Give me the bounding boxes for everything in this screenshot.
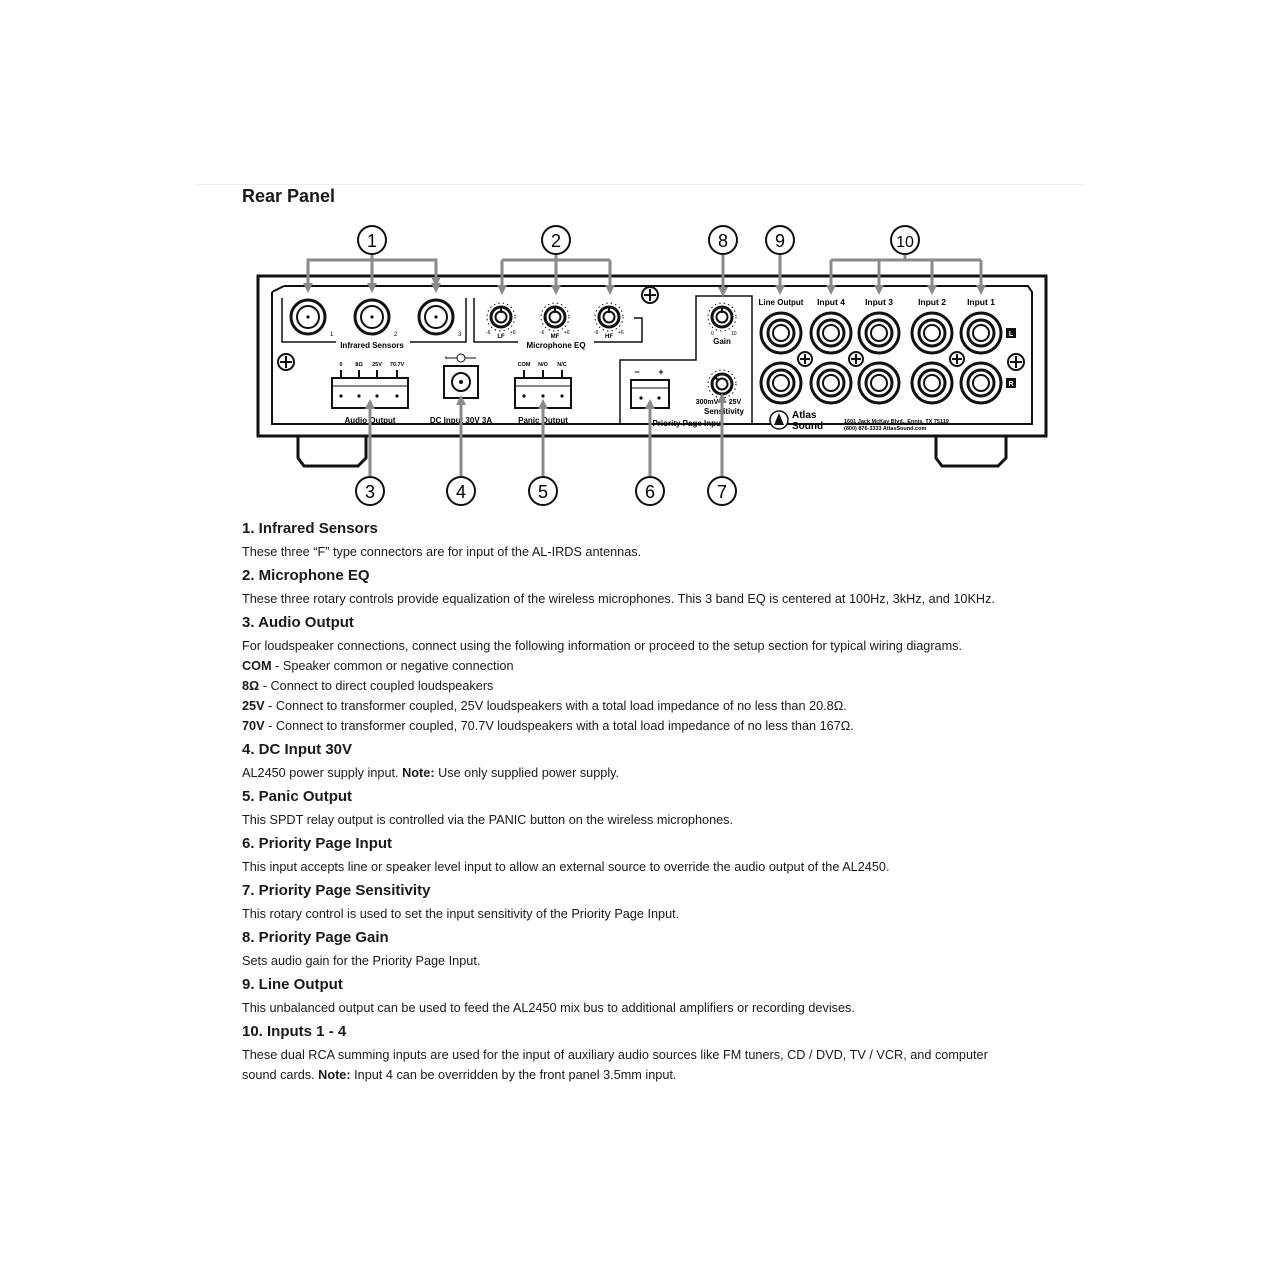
section-line [242, 951, 1062, 971]
svg-text:8Ω: 8Ω [355, 362, 363, 368]
svg-text:8: 8 [717, 231, 729, 251]
section-line [242, 696, 1062, 716]
terminal-block-icon [631, 380, 669, 408]
section-line [242, 998, 1062, 1018]
svg-text:COM: COM [517, 362, 531, 368]
section [242, 834, 1062, 877]
text-run: For loudspeaker connections, connect using the following information or proceed to the setup section for typical wiring diagrams. [242, 639, 963, 653]
ir-num: 1 [330, 332, 334, 338]
address-line: (800) 876-3333 AtlasSound.com [844, 426, 927, 432]
descriptions [242, 519, 1062, 1089]
callout-6 [636, 477, 664, 505]
section-line [242, 1045, 1062, 1065]
input-1-label: Input 1 [967, 297, 995, 307]
screw-icon [849, 352, 863, 366]
text-run: sound cards. [242, 1068, 319, 1082]
section-line [242, 636, 1062, 656]
input-3-label: Input 3 [865, 297, 893, 307]
section [242, 740, 1062, 783]
section-line [242, 763, 1062, 783]
sensitivity-label: Sensitivity [703, 407, 745, 416]
callout-8 [709, 226, 737, 254]
svg-text:0: 0 [339, 362, 343, 368]
text-run: These three “F” type connectors are for input of the AL-IRDS antennas. [242, 545, 642, 559]
line-output-label: Line Output [758, 298, 804, 307]
bold-term: 70V [242, 719, 265, 733]
svg-text:4: 4 [455, 482, 467, 502]
priority-page-input-label: Priority Page Input [652, 419, 724, 428]
right-channel-label: R [1008, 381, 1014, 388]
svg-text:Sound: Sound [792, 421, 824, 432]
terminal-block-icon [332, 378, 408, 408]
section-title: 5. Panic Output [242, 788, 353, 805]
section-title: 3. Audio Output [242, 614, 354, 631]
page-title: Rear Panel [242, 186, 336, 206]
section-line [242, 716, 1062, 736]
right-foot [936, 436, 1006, 466]
eq-min: -6 [540, 330, 545, 336]
text-run: - Connect to transformer coupled, 70.7V loudspeakers with a total load impedance of no less than 167Ω. [264, 719, 854, 733]
svg-text:Atlas: Atlas [792, 410, 817, 421]
callout-3 [356, 477, 384, 505]
text-run: This rotary control is used to set the input sensitivity of the Priority Page Input. [242, 907, 680, 921]
svg-text:N/C: N/C [557, 362, 567, 368]
svg-text:10: 10 [896, 234, 914, 251]
dc-input-label: DC Input 30V 3A [429, 416, 493, 425]
left-channel-label: L [1008, 331, 1014, 338]
section-title: 4. DC Input 30V [242, 741, 353, 758]
callout-5 [529, 477, 557, 505]
section-title: 6. Priority Page Input [242, 835, 393, 852]
input-4-label: Input 4 [817, 297, 845, 307]
section-line [242, 810, 1062, 830]
section-line [242, 656, 1062, 676]
rca-jack-icon [961, 313, 1001, 353]
section-title: 9. Line Output [242, 976, 343, 993]
callout-10 [891, 226, 919, 254]
address-line: 1601 Jack McKay Blvd., Ennis, TX 75119 [844, 419, 949, 425]
eq-min: -6 [594, 330, 599, 336]
svg-text:25V: 25V [372, 362, 382, 368]
input-2-label: Input 2 [918, 297, 946, 307]
infrared-sensors-label: Infrared Sensors [340, 341, 404, 350]
f-connector-icon [419, 300, 453, 334]
bold-term: Note: [318, 1068, 351, 1082]
rca-jack-icon [912, 363, 952, 403]
rca-jack-icon [761, 313, 801, 353]
screw-icon [278, 354, 294, 370]
section-title: 2. Microphone EQ [242, 567, 370, 584]
bold-term: Note: [402, 766, 435, 780]
screw-icon [798, 352, 812, 366]
svg-text:+: + [658, 367, 664, 377]
section-title: 8. Priority Page Gain [242, 929, 389, 946]
callout-2 [542, 226, 570, 254]
svg-text:3: 3 [364, 482, 376, 502]
section-line [242, 857, 1062, 877]
eq-band-mf: MF [550, 334, 560, 340]
text-run: Use only supplied power supply. [434, 766, 620, 780]
svg-text:9: 9 [774, 231, 786, 251]
screw-icon [950, 352, 964, 366]
section-line [242, 904, 1062, 924]
section-line [242, 676, 1062, 696]
text-run: These three rotary controls provide equalization of the wireless microphones. This 3 band EQ is centered at 100Hz, 3kHz, and 10KHz. [242, 592, 995, 606]
left-foot [298, 436, 366, 466]
minus-sign: − [472, 355, 477, 362]
section-line [242, 542, 1062, 562]
section [242, 975, 1062, 1018]
svg-text:6: 6 [644, 482, 656, 502]
callout-9 [766, 226, 794, 254]
f-connector-icon [291, 300, 325, 334]
ir-num: 3 [458, 332, 462, 338]
infrared-sensors-group [282, 298, 466, 350]
text-run: Sets audio gain for the Priority Page Input. [242, 954, 481, 968]
svg-text:7: 7 [716, 482, 728, 502]
callout-4 [447, 477, 475, 505]
text-run: AL2450 power supply input. [242, 766, 403, 780]
section [242, 613, 1062, 736]
text-run: - Connect to transformer coupled, 25V loudspeakers with a total load impedance of no less than 20.8Ω. [264, 699, 847, 713]
bold-term: 8Ω [242, 679, 260, 693]
section [242, 787, 1062, 830]
ir-num: 2 [394, 332, 398, 338]
eq-max: +6 [618, 330, 624, 336]
text-run: This SPDT relay output is controlled via the PANIC button on the wireless microphones. [242, 813, 734, 827]
section [242, 519, 1062, 562]
plus-sign: + [444, 355, 449, 362]
bold-term: 25V [242, 699, 265, 713]
svg-text:300mV: 300mV [695, 399, 719, 406]
rca-jack-icon [859, 313, 899, 353]
text-run: Input 4 can be overridden by the front panel 3.5mm input. [350, 1068, 677, 1082]
callout-1 [358, 226, 386, 254]
eq-max: +6 [510, 330, 516, 336]
svg-text:N/O: N/O [538, 362, 548, 368]
svg-text:−: − [634, 367, 640, 377]
eq-band-hf: HF [605, 334, 613, 340]
screw-icon [1008, 354, 1024, 370]
text-run: This input accepts line or speaker level input to allow an external source to override the audio output of the AL2450. [242, 860, 890, 874]
rca-jack-icon [859, 363, 899, 403]
panic-output-label: Panic Output [518, 416, 568, 425]
section [242, 1022, 1062, 1085]
section-title: 1. Infrared Sensors [242, 520, 378, 537]
svg-text:5: 5 [537, 482, 549, 502]
svg-text:10: 10 [731, 331, 737, 337]
rca-jack-icon [961, 363, 1001, 403]
f-connector-icon [355, 300, 389, 334]
svg-text:0: 0 [711, 331, 714, 337]
rear-panel-diagram [0, 0, 1280, 520]
text-run: - Connect to direct coupled loudspeakers [259, 679, 494, 693]
section-line [242, 589, 1062, 609]
audio-output-label: Audio Output [344, 416, 396, 425]
text-run: This unbalanced output can be used to feed the AL2450 mix bus to additional amplifiers or recording devises. [242, 1001, 855, 1015]
svg-text:70.7V: 70.7V [389, 362, 405, 368]
eq-min: -6 [486, 330, 491, 336]
gain-label: Gain [713, 337, 731, 346]
svg-text:2: 2 [550, 231, 562, 251]
section [242, 566, 1062, 609]
section-title: 10. Inputs 1 - 4 [242, 1023, 347, 1040]
svg-text:1: 1 [366, 231, 378, 251]
callout-7 [708, 477, 736, 505]
section-title: 7. Priority Page Sensitivity [242, 882, 431, 899]
section-line [242, 1065, 1062, 1085]
bold-term: COM [242, 659, 272, 673]
svg-text:25V: 25V [728, 399, 742, 406]
rca-jack-icon [811, 313, 851, 353]
eq-band-lf: LF [497, 334, 505, 340]
terminal-block-icon [515, 378, 571, 408]
rca-jack-icon [761, 363, 801, 403]
eq-max: +6 [564, 330, 570, 336]
microphone-eq-label: Microphone EQ [526, 341, 586, 350]
text-run: - Speaker common or negative connection [271, 659, 514, 673]
section [242, 881, 1062, 924]
text-run: These dual RCA summing inputs are used for the input of auxiliary audio sources like FM tuners, CD / DVD, TV / VCR, and computer [242, 1048, 988, 1062]
screw-icon [642, 287, 658, 303]
atlas-sound-logo [770, 410, 823, 432]
rca-jack-icon [912, 313, 952, 353]
rca-jack-icon [811, 363, 851, 403]
section [242, 928, 1062, 971]
